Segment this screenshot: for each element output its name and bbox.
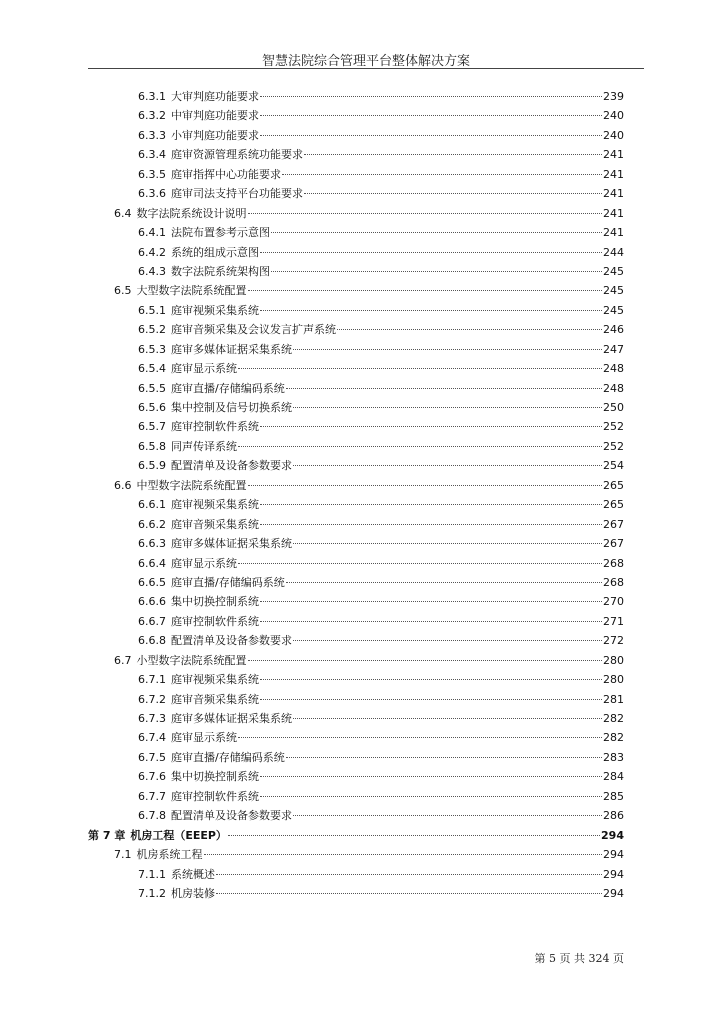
toc-entry-number: 6.5.4: [138, 362, 166, 376]
toc-entry-number: 6.7.5: [138, 750, 166, 764]
toc-entry-number: 6.6.6: [138, 595, 166, 609]
toc-entry-number: 6.5: [114, 284, 132, 298]
toc-entry[interactable]: [114, 281, 624, 300]
toc-entry-number: 6.5.1: [138, 303, 166, 317]
toc-entry[interactable]: [138, 884, 624, 903]
toc-entry[interactable]: [138, 243, 624, 262]
toc-entry-page: 294: [603, 867, 624, 881]
toc-entry-title: 庭审视频采集系统: [171, 673, 259, 687]
toc-dot-leader: [260, 425, 602, 427]
toc-dot-leader: [260, 698, 602, 700]
toc-entry-title: 配置清单及设备参数要求: [171, 459, 292, 473]
toc-entry[interactable]: [138, 320, 624, 339]
toc-entry[interactable]: [138, 126, 624, 145]
toc-entry[interactable]: [138, 515, 624, 534]
toc-dot-leader: [238, 562, 602, 564]
toc-entry[interactable]: [88, 826, 624, 845]
toc-entry-page: 244: [603, 245, 624, 259]
toc-entry-title: 庭审显示系统: [171, 556, 237, 570]
toc-dot-leader: [260, 503, 602, 505]
toc-entry-title: 庭审控制软件系统: [171, 789, 259, 803]
toc-entry[interactable]: [138, 145, 624, 164]
toc-entry-page: 283: [603, 750, 624, 764]
toc-entry-page: 252: [603, 439, 624, 453]
toc-dot-leader: [293, 717, 602, 719]
toc-entry-number: 6.5.3: [138, 342, 166, 356]
toc-entry-number: 6.4.1: [138, 226, 166, 240]
toc-entry-title: 庭审视频采集系统: [171, 498, 259, 512]
toc-dot-leader: [260, 134, 602, 136]
toc-entry[interactable]: [138, 670, 624, 689]
table-of-contents: [0, 87, 724, 903]
toc-entry-page: 267: [603, 537, 624, 551]
toc-entry-number: 6.7.3: [138, 712, 166, 725]
toc-dot-leader: [286, 387, 602, 389]
toc-entry-page: 281: [603, 692, 624, 706]
page-number-footer: 第 5 页 共 324 页: [534, 952, 624, 965]
toc-entry[interactable]: [138, 340, 624, 359]
toc-entry[interactable]: [114, 845, 624, 864]
toc-entry-page: 294: [603, 848, 624, 862]
toc-entry-page: 241: [603, 187, 624, 201]
toc-entry-page: 245: [603, 284, 624, 298]
toc-entry-number: 6.3.2: [138, 109, 166, 123]
toc-entry-page: 246: [603, 323, 624, 337]
toc-entry-page: 286: [603, 809, 624, 823]
toc-entry[interactable]: [138, 709, 624, 728]
toc-dot-leader: [216, 892, 602, 894]
toc-entry-page: 241: [603, 206, 624, 220]
toc-dot-leader: [337, 328, 602, 330]
toc-entry-title: 庭审音频采集系统: [171, 517, 259, 531]
toc-entry[interactable]: [114, 476, 624, 495]
toc-dot-leader: [260, 95, 602, 97]
toc-entry[interactable]: [138, 456, 624, 475]
toc-entry-page: 254: [603, 459, 624, 473]
toc-entry[interactable]: [138, 690, 624, 709]
toc-entry[interactable]: [114, 204, 624, 223]
toc-entry-number: 6.6.4: [138, 556, 166, 570]
toc-entry-number: 6.6.2: [138, 517, 166, 531]
toc-entry-page: 285: [603, 789, 624, 803]
toc-entry-page: 240: [603, 109, 624, 123]
toc-entry-page: 265: [603, 498, 624, 512]
toc-dot-leader: [216, 873, 602, 875]
toc-entry-title: 同声传译系统: [171, 439, 237, 453]
toc-entry-title: 数字法院系统设计说明: [136, 206, 247, 220]
toc-entry-title: 系统概述: [171, 867, 215, 881]
toc-entry-number: 6.5.5: [138, 381, 166, 395]
toc-entry-page: 268: [603, 556, 624, 570]
toc-entry-page: 245: [603, 303, 624, 317]
toc-entry-page: 241: [603, 167, 624, 181]
toc-entry-page: 268: [603, 575, 624, 589]
toc-entry-page: 240: [603, 128, 624, 142]
toc-entry-number: 7.1.2: [138, 886, 166, 900]
toc-entry-page: 241: [603, 148, 624, 162]
toc-entry-title: 小审判庭功能要求: [171, 128, 259, 142]
toc-dot-leader: [293, 348, 602, 350]
toc-entry[interactable]: [138, 767, 624, 786]
toc-dot-leader: [248, 659, 603, 661]
toc-entry-title: 庭审多媒体证据采集系统: [171, 537, 292, 551]
toc-entry-number: 6.4.3: [138, 264, 166, 278]
toc-entry[interactable]: [138, 865, 624, 884]
toc-entry-title: 集中切换控制系统: [171, 595, 259, 609]
toc-entry-title: 中型数字法院系统配置: [136, 478, 247, 492]
toc-entry-page: 280: [603, 673, 624, 687]
toc-entry-number: 6.7.1: [138, 673, 166, 687]
toc-dot-leader: [271, 270, 602, 272]
toc-entry-number: 6.6.8: [138, 634, 166, 648]
toc-dot-leader: [260, 678, 602, 680]
toc-dot-leader: [293, 406, 602, 408]
toc-dot-leader: [260, 620, 602, 622]
toc-entry-title: 机房装修: [171, 886, 215, 900]
toc-entry-page: 247: [603, 342, 624, 356]
toc-entry[interactable]: [138, 592, 624, 611]
toc-entry[interactable]: [138, 398, 624, 417]
toc-entry-page: 294: [601, 828, 624, 842]
toc-entry-number: 6.6.3: [138, 537, 166, 551]
toc-entry[interactable]: [138, 223, 624, 242]
toc-entry-title: 庭审直播/存储编码系统: [171, 750, 285, 764]
toc-dot-leader: [293, 542, 602, 544]
toc-entry-title: 机房系统工程: [136, 848, 203, 862]
toc-entry[interactable]: [138, 631, 624, 650]
toc-entry-number: 6.4: [114, 206, 132, 220]
toc-entry-title: 机房工程（EEEP）: [130, 828, 227, 842]
toc-entry[interactable]: [138, 87, 624, 106]
toc-entry-title: 庭审多媒体证据采集系统: [171, 342, 292, 356]
toc-entry-number: 6.3.3: [138, 128, 166, 142]
toc-entry-number: 6.6.5: [138, 575, 166, 589]
toc-entry-title: 配置清单及设备参数要求: [171, 634, 292, 648]
toc-entry[interactable]: [138, 379, 624, 398]
toc-entry-number: 6.3.4: [138, 148, 166, 162]
toc-entry[interactable]: [138, 165, 624, 184]
toc-entry-title: 庭审显示系统: [171, 362, 237, 376]
toc-dot-leader: [282, 173, 602, 175]
toc-entry-title: 庭审控制软件系统: [171, 614, 259, 628]
toc-dot-leader: [293, 464, 602, 466]
toc-entry-page: 239: [603, 90, 624, 103]
toc-entry-title: 庭审音频采集系统: [171, 692, 259, 706]
toc-dot-leader: [304, 192, 602, 194]
toc-dot-leader: [260, 775, 602, 777]
toc-entry[interactable]: [138, 554, 624, 573]
toc-dot-leader: [248, 289, 603, 291]
toc-entry-number: 第 7 章: [88, 828, 126, 842]
toc-entry-title: 集中控制及信号切换系统: [171, 401, 292, 414]
toc-entry[interactable]: [138, 106, 624, 125]
toc-entry[interactable]: [138, 262, 624, 281]
toc-entry-title: 庭审指挥中心功能要求: [171, 167, 281, 181]
toc-dot-leader: [293, 639, 602, 641]
toc-entry-page: 248: [603, 381, 624, 395]
toc-entry-page: 241: [603, 226, 624, 240]
toc-dot-leader: [228, 834, 600, 836]
toc-dot-leader: [248, 484, 603, 486]
page-header-title: 智慧法院综合管理平台整体解决方案: [261, 54, 470, 69]
toc-entry-title: 庭审视频采集系统: [171, 303, 259, 317]
toc-entry-number: 6.7.2: [138, 692, 166, 706]
toc-entry-number: 6.6.7: [138, 614, 166, 628]
toc-entry-number: 6.7.6: [138, 770, 166, 784]
toc-dot-leader: [304, 153, 602, 155]
toc-entry-page: 270: [603, 595, 624, 609]
toc-entry-title: 庭审控制软件系统: [171, 420, 259, 434]
toc-entry-title: 庭审音频采集及会议发言扩声系统: [171, 323, 336, 337]
toc-dot-leader: [260, 523, 602, 525]
toc-entry[interactable]: [138, 806, 624, 825]
toc-entry[interactable]: [138, 728, 624, 747]
toc-entry[interactable]: [138, 534, 624, 553]
toc-entry-number: 6.3.5: [138, 167, 166, 181]
toc-entry-number: 6.6: [114, 478, 132, 492]
toc-entry[interactable]: [138, 437, 624, 456]
toc-entry-number: 7.1: [114, 848, 132, 862]
toc-entry[interactable]: [138, 787, 624, 806]
toc-entry-number: 6.5.7: [138, 420, 166, 434]
toc-dot-leader: [271, 231, 602, 233]
toc-entry-title: 大审判庭功能要求: [171, 90, 259, 103]
toc-entry-title: 庭审多媒体证据采集系统: [171, 712, 292, 725]
toc-dot-leader: [204, 853, 603, 855]
toc-entry[interactable]: [138, 359, 624, 378]
toc-entry-number: 7.1.1: [138, 867, 166, 881]
toc-entry-page: 250: [603, 401, 624, 414]
toc-dot-leader: [286, 581, 602, 583]
toc-entry-title: 庭审直播/存储编码系统: [171, 575, 285, 589]
toc-entry-title: 中审判庭功能要求: [171, 109, 259, 123]
toc-entry[interactable]: [138, 495, 624, 514]
toc-entry-number: 6.5.2: [138, 323, 166, 337]
toc-entry-page: 284: [603, 770, 624, 784]
toc-entry-title: 大型数字法院系统配置: [136, 284, 247, 298]
toc-dot-leader: [260, 795, 602, 797]
toc-dot-leader: [293, 814, 602, 816]
toc-dot-leader: [286, 756, 602, 758]
toc-entry-title: 庭审直播/存储编码系统: [171, 381, 285, 395]
toc-dot-leader: [238, 445, 602, 447]
toc-dot-leader: [260, 309, 602, 311]
toc-entry[interactable]: [138, 573, 624, 592]
toc-entry[interactable]: [138, 417, 624, 436]
toc-dot-leader: [260, 114, 602, 116]
toc-entry[interactable]: [138, 748, 624, 767]
toc-dot-leader: [238, 367, 602, 369]
toc-entry-title: 法院布置参考示意图: [171, 226, 270, 240]
toc-entry-number: 6.7.7: [138, 789, 166, 803]
toc-entry-number: 6.7.8: [138, 809, 166, 823]
toc-entry-title: 配置清单及设备参数要求: [171, 809, 292, 823]
toc-entry-number: 6.6.1: [138, 498, 166, 512]
toc-entry-page: 294: [603, 886, 624, 900]
toc-dot-leader: [238, 736, 602, 738]
toc-entry-title: 庭审资源管理系统功能要求: [171, 148, 303, 162]
toc-entry-number: 6.4.2: [138, 245, 166, 259]
toc-entry-number: 6.7.4: [138, 731, 166, 745]
toc-dot-leader: [260, 600, 602, 602]
toc-entry-number: 6.5.8: [138, 439, 166, 453]
toc-entry[interactable]: [138, 612, 624, 631]
toc-entry-title: 集中切换控制系统: [171, 770, 259, 784]
toc-entry-page: 271: [603, 614, 624, 628]
toc-entry[interactable]: [138, 184, 624, 203]
toc-entry-title: 庭审显示系统: [171, 731, 237, 745]
toc-entry-title: 小型数字法院系统配置: [136, 653, 247, 667]
header-divider: [88, 68, 644, 69]
toc-entry[interactable]: [138, 301, 624, 320]
toc-entry-title: 系统的组成示意图: [171, 245, 259, 259]
toc-entry-number: 6.7: [114, 653, 132, 667]
toc-entry-number: 6.5.9: [138, 459, 166, 473]
toc-entry-page: 265: [603, 478, 624, 492]
toc-dot-leader: [260, 251, 602, 253]
toc-entry-page: 245: [603, 264, 624, 278]
toc-entry-number: 6.5.6: [138, 401, 166, 414]
toc-entry-page: 280: [603, 653, 624, 667]
toc-entry-page: 282: [603, 712, 624, 725]
toc-entry[interactable]: [114, 651, 624, 670]
toc-entry-page: 267: [603, 517, 624, 531]
toc-entry-page: 272: [603, 634, 624, 648]
toc-entry-title: 数字法院系统架构图: [171, 264, 270, 278]
toc-entry-page: 248: [603, 362, 624, 376]
toc-entry-number: 6.3.1: [138, 90, 166, 103]
toc-entry-page: 282: [603, 731, 624, 745]
toc-entry-title: 庭审司法支持平台功能要求: [171, 187, 303, 201]
toc-entry-number: 6.3.6: [138, 187, 166, 201]
toc-dot-leader: [248, 212, 603, 214]
toc-entry-page: 252: [603, 420, 624, 434]
